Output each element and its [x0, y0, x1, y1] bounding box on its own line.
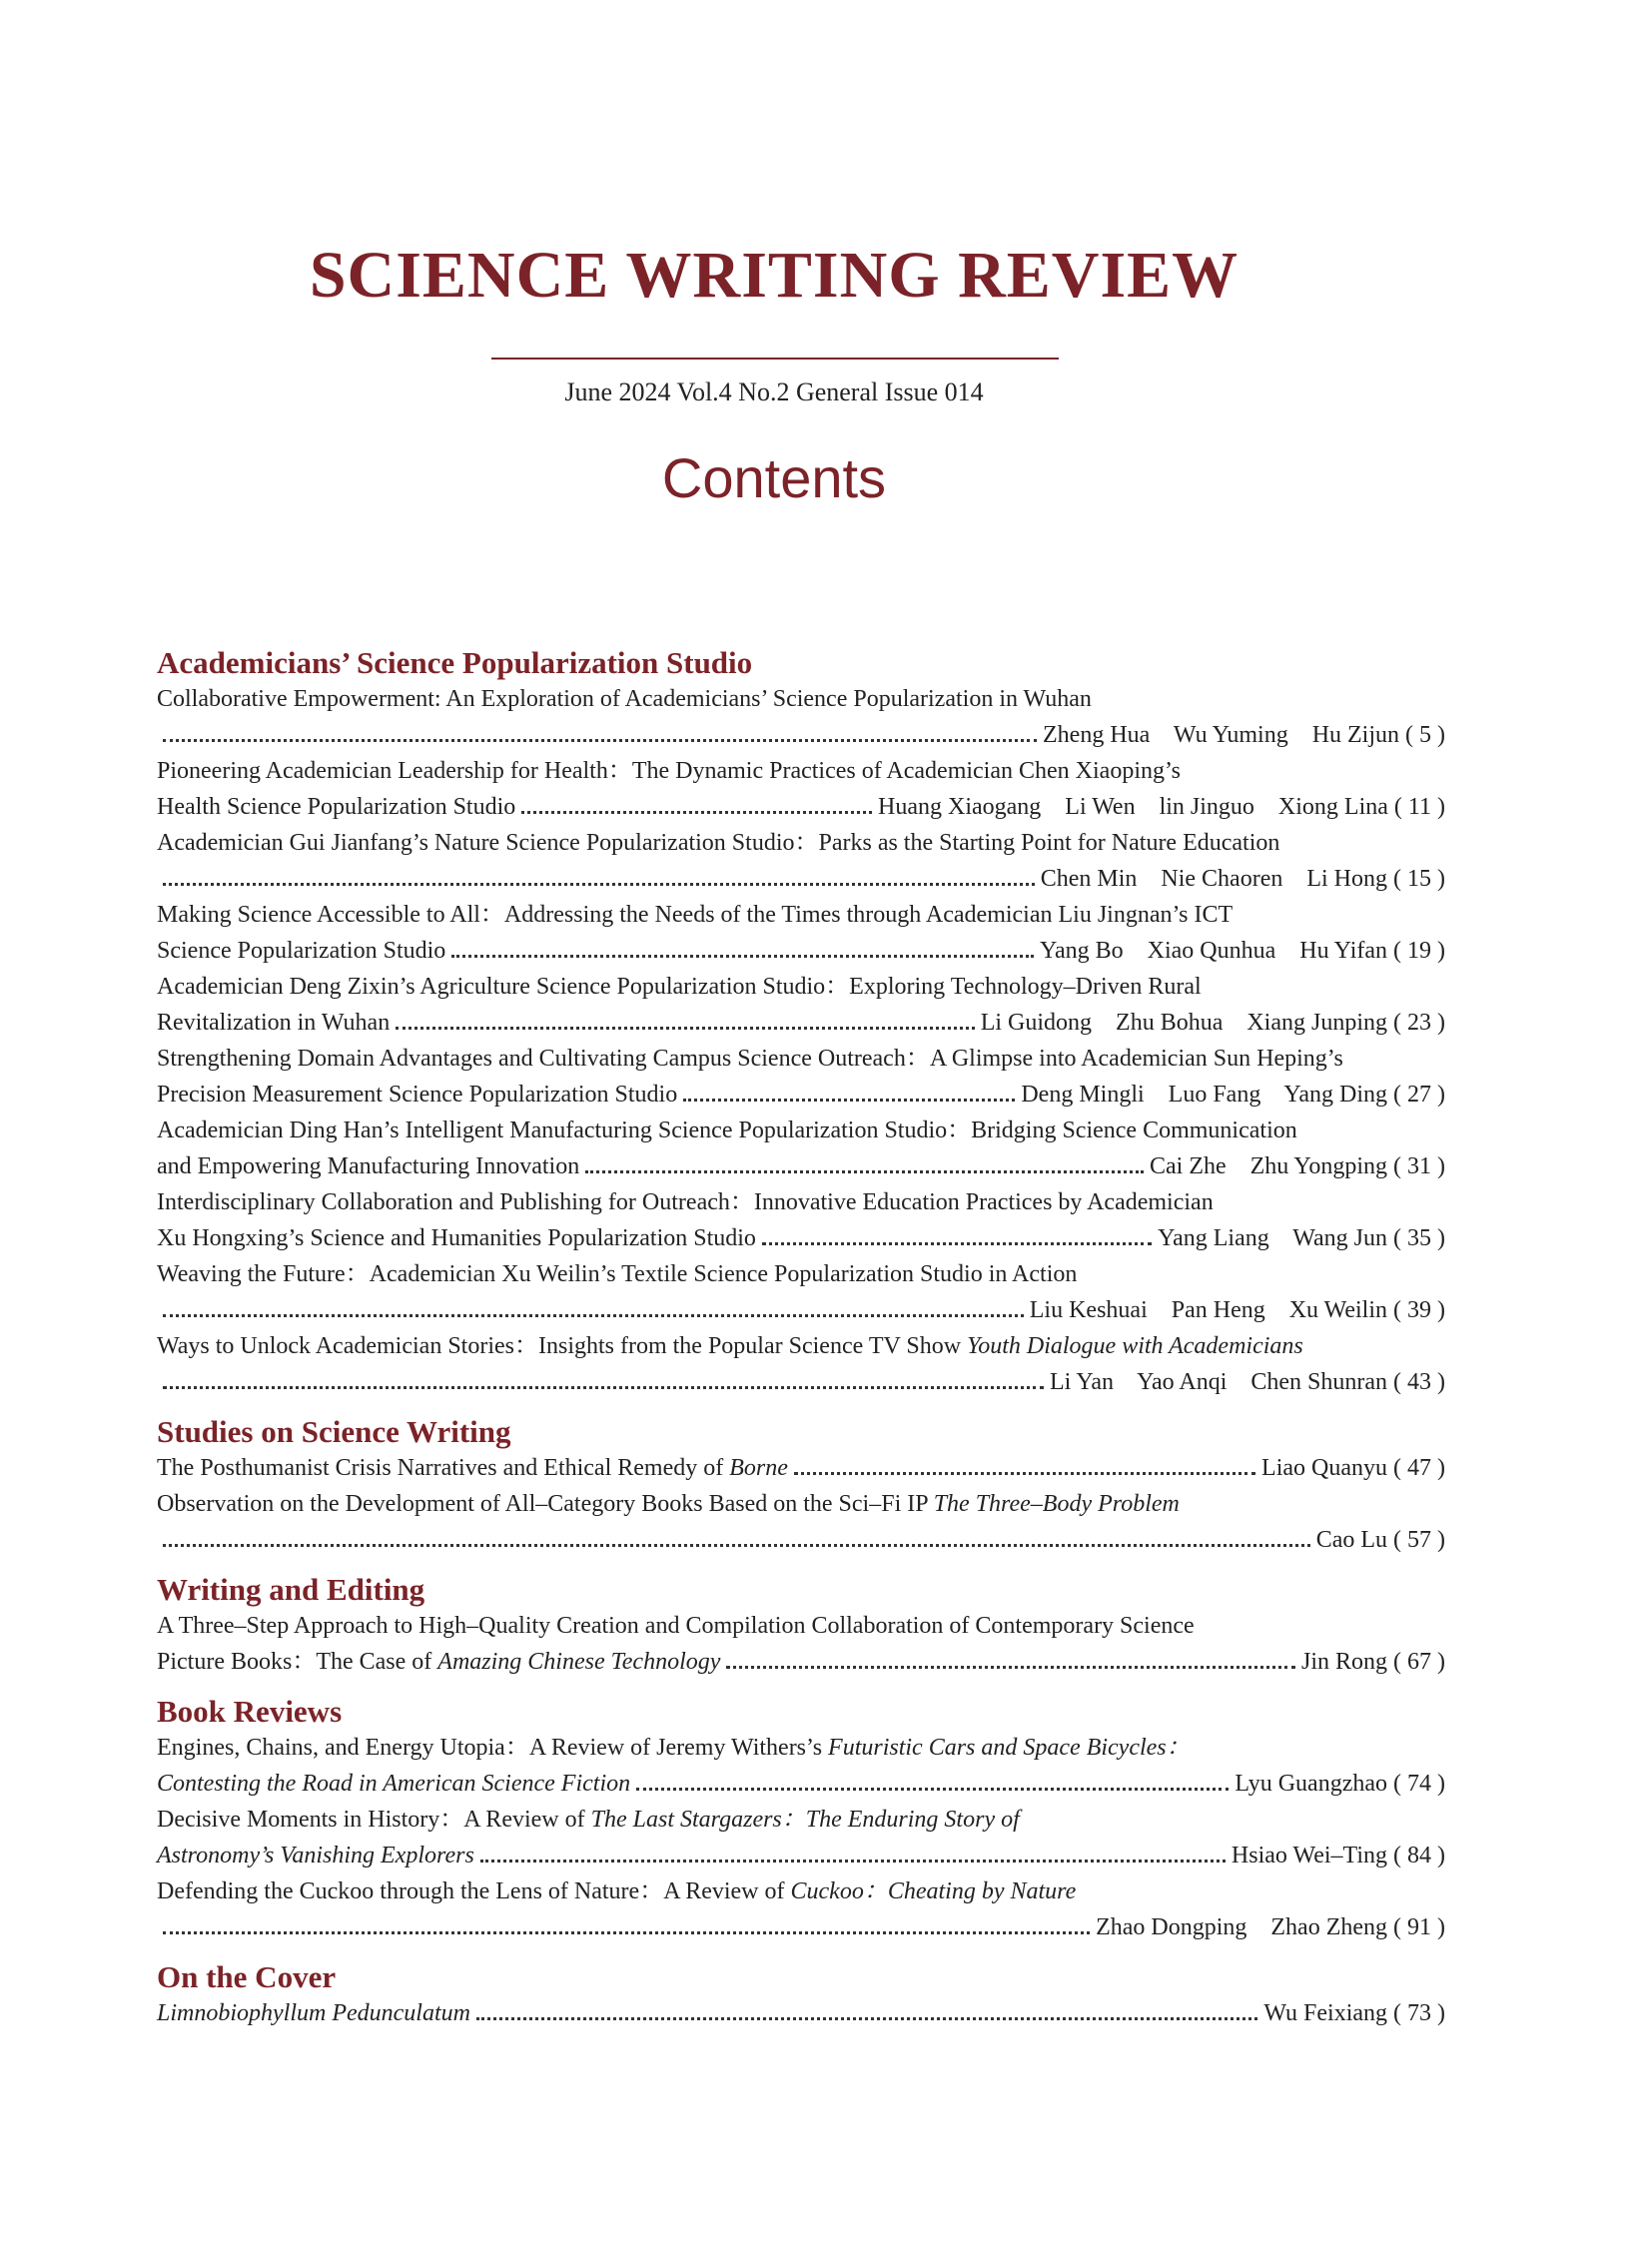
entry-page-number: ( 11 ) [1387, 794, 1445, 820]
entry-title-text: The Three–Body Problem [933, 1491, 1180, 1517]
entry-title-line [157, 1184, 1445, 1220]
section-heading: Writing and Editing [157, 1572, 425, 1607]
toc-entry[interactable] [157, 1995, 1445, 2031]
entry-authors: Wu Feixiang [1263, 2000, 1388, 2026]
entry-title-text: Astronomy’s Vanishing Explorers [157, 1843, 474, 1868]
entry-title-line [157, 1486, 1445, 1522]
toc-entry[interactable] [157, 753, 1445, 825]
entry-title-continued [157, 1005, 390, 1041]
entry-title-line [157, 681, 1445, 717]
toc-entry[interactable] [157, 1256, 1445, 1328]
entry-page-number: ( 35 ) [1387, 1225, 1445, 1251]
journal-title: SCIENCE WRITING REVIEW [309, 239, 1239, 312]
dot-leader [163, 739, 1037, 742]
entry-authors: Jin Rong [1301, 1649, 1388, 1675]
entry-author-line [157, 1292, 1445, 1328]
entry-title-continued [157, 1220, 756, 1256]
entry-title-text: and Empowering Manufacturing Innovation [157, 1153, 580, 1179]
entry-author-line [157, 1766, 1445, 1802]
toc-entry[interactable] [157, 1608, 1445, 1680]
entry-title-text: Defending the Cuckoo through the Lens of Nature：A Review of [157, 1878, 791, 1904]
dot-leader [396, 1027, 975, 1030]
entry-author-line [157, 1909, 1445, 1945]
entry-title-text: Contesting the Road in American Science Fiction [157, 1771, 631, 1797]
entry-page-number: ( 31 ) [1387, 1153, 1445, 1179]
entry-title-text: Academician Deng Zixin’s Agriculture Science Popularization Studio：Exploring Technology–Driven Rural [157, 974, 1202, 1000]
toc-entry[interactable] [157, 1873, 1445, 1945]
entry-title-continued [157, 1838, 474, 1873]
entry-page-number: ( 84 ) [1387, 1843, 1445, 1868]
entry-author-line [157, 933, 1445, 969]
dot-leader [163, 1314, 1024, 1317]
entry-title-continued [157, 1644, 720, 1680]
entry-title-continued [157, 1995, 470, 2031]
entry-title-text: Strengthening Domain Advantages and Cultivating Campus Science Outreach：A Glimpse into Academician Sun Heping’s [157, 1046, 1343, 1072]
entry-page-number: ( 67 ) [1387, 1649, 1445, 1675]
entry-page-number: ( 19 ) [1387, 938, 1445, 964]
toc-entry[interactable] [157, 1041, 1445, 1113]
entry-title-continued [157, 1077, 677, 1113]
entry-title-text: Decisive Moments in History：A Review of [157, 1807, 591, 1833]
entry-page-number: ( 23 ) [1387, 1010, 1445, 1036]
entry-title-text: Interdisciplinary Collaboration and Publishing for Outreach：Innovative Education Practices by Academician [157, 1189, 1214, 1215]
entry-title-line [157, 753, 1445, 789]
entry-author-line [157, 789, 1445, 825]
dot-leader [163, 1544, 1310, 1547]
toc-section [157, 1694, 1445, 1945]
entry-title-text: The Posthumanist Crisis Narratives and Ethical Remedy of [157, 1455, 730, 1481]
dot-leader [476, 2017, 1257, 2020]
issue-info: June 2024 Vol.4 No.2 General Issue 014 [564, 377, 984, 406]
entry-page-number: ( 15 ) [1387, 866, 1445, 892]
entry-title-line [157, 825, 1445, 861]
toc-section [157, 1959, 1445, 2031]
entry-author-line [157, 1364, 1445, 1400]
toc-entry[interactable] [157, 681, 1445, 753]
entry-title-text: Borne [729, 1455, 788, 1481]
entry-author-line [157, 1220, 1445, 1256]
entry-title-continued [157, 789, 515, 825]
entry-page-number: ( 43 ) [1387, 1369, 1445, 1395]
section-heading: Book Reviews [157, 1694, 343, 1729]
entry-title-text: Engines, Chains, and Energy Utopia：A Review of Jeremy Withers’s [157, 1735, 829, 1761]
entry-title-text: The Last Stargazers：The Enduring Story of [590, 1807, 1020, 1833]
entry-author-line [157, 861, 1445, 897]
toc-entry[interactable] [157, 1802, 1445, 1873]
entry-title-text: Futuristic Cars and Space Bicycles： [828, 1735, 1191, 1761]
entry-title-line [157, 1608, 1445, 1644]
entry-title-line [157, 1256, 1445, 1292]
entry-title-line [157, 1041, 1445, 1077]
dot-leader [762, 1242, 1152, 1245]
entry-title-text: Limnobiophyllum Pedunculatum [157, 2000, 470, 2026]
entry-title-line [157, 1730, 1445, 1766]
entry-title-text: Making Science Accessible to All：Addressing the Needs of the Times through Academician Liu Jingnan’s ICT [157, 902, 1234, 928]
entry-title-line [157, 1113, 1445, 1148]
entry-authors: Cao Lu [1315, 1527, 1388, 1553]
entry-authors: Deng Mingli Luo Fang Yang Ding [1021, 1082, 1388, 1108]
entry-title-text: Observation on the Development of All–Category Books Based on the Sci–Fi IP [157, 1491, 934, 1517]
entry-page-number: ( 74 ) [1387, 1771, 1445, 1797]
dot-leader [451, 955, 1034, 958]
entry-author-line [157, 1077, 1445, 1113]
entry-title-text: Picture Books：The Case of [157, 1649, 438, 1675]
entry-title-line [157, 1802, 1445, 1838]
entry-author-line [157, 1148, 1445, 1184]
toc-entry[interactable] [157, 897, 1445, 969]
toc-entry[interactable] [157, 969, 1445, 1041]
entry-title-continued [157, 933, 445, 969]
entry-title-text: Health Science Popularization Studio [157, 794, 516, 820]
section-heading: Academicians’ Science Popularization Studio [157, 645, 753, 680]
entry-authors: Zheng Hua Wu Yuming Hu Zijun [1043, 722, 1400, 748]
table-of-contents [157, 645, 1445, 2045]
entry-page-number: ( 57 ) [1387, 1527, 1445, 1553]
entry-authors: Li Guidong Zhu Bohua Xiang Junping [980, 1010, 1388, 1036]
dot-leader [585, 1170, 1144, 1173]
dot-leader [163, 1931, 1090, 1934]
entry-title-text: Amazing Chinese Technology [437, 1649, 721, 1675]
contents-heading: Contents [661, 446, 887, 509]
dot-leader [794, 1472, 1255, 1475]
entry-title-text: Cuckoo：Cheating by Nature [790, 1878, 1077, 1904]
entry-title-text: Academician Ding Han’s Intelligent Manufacturing Science Popularization Studio：Bridging Science Communication [157, 1118, 1297, 1143]
entry-authors: Li Yan Yao Anqi Chen Shunran [1049, 1369, 1388, 1395]
entry-title-text: Weaving the Future：Academician Xu Weilin’s Textile Science Popularization Studio in Action [157, 1261, 1078, 1287]
entry-title-text: Youth Dialogue with Academicians [967, 1333, 1303, 1359]
entry-page-number: ( 39 ) [1387, 1297, 1445, 1323]
section-heading: On the Cover [157, 1959, 337, 1994]
dot-leader [521, 811, 872, 814]
entry-title-line [157, 897, 1445, 933]
section-heading: Studies on Science Writing [157, 1414, 511, 1449]
entry-title-text: Precision Measurement Science Popularization Studio [157, 1082, 678, 1108]
entry-title-text: Ways to Unlock Academician Stories：Insights from the Popular Science TV Show [157, 1333, 968, 1359]
toc-section [157, 645, 1445, 1400]
entry-author-line [157, 1644, 1445, 1680]
entry-title-line [157, 969, 1445, 1005]
title-divider [491, 358, 1059, 360]
toc-entry[interactable] [157, 1113, 1445, 1184]
dot-leader [683, 1099, 1015, 1102]
entry-authors: Yang Liang Wang Jun [1158, 1225, 1388, 1251]
entry-authors: Chen Min Nie Chaoren Li Hong [1040, 866, 1388, 892]
entry-title-continued [157, 1450, 788, 1486]
entry-author-line [157, 1005, 1445, 1041]
entry-title-text: A Three–Step Approach to High–Quality Creation and Compilation Collaboration of Contemporary Science [157, 1613, 1195, 1639]
dot-leader [480, 1860, 1226, 1863]
entry-authors: Liu Keshuai Pan Heng Xu Weilin [1029, 1297, 1388, 1323]
entry-title-continued [157, 1148, 579, 1184]
toc-entry[interactable] [157, 1730, 1445, 1802]
entry-page-number: ( 73 ) [1387, 2000, 1445, 2026]
entry-authors: Huang Xiaogang Li Wen lin Jinguo Xiong Lina [878, 794, 1388, 820]
entry-title-text: Collaborative Empowerment: An Exploration of Academicians’ Science Popularization in Wuhan [157, 686, 1092, 712]
entry-authors: Hsiao Wei–Ting [1231, 1843, 1388, 1868]
entry-title-text: Xu Hongxing’s Science and Humanities Popularization Studio [157, 1225, 756, 1251]
entry-title-text: Academician Gui Jianfang’s Nature Science Popularization Studio：Parks as the Starting Point for Nature Education [157, 830, 1280, 856]
entry-page-number: ( 5 ) [1399, 722, 1445, 748]
entry-authors: Lyu Guangzhao [1235, 1771, 1388, 1797]
entry-authors: Zhao Dongping Zhao Zheng [1096, 1914, 1388, 1940]
entry-title-text: Pioneering Academician Leadership for Health：The Dynamic Practices of Academician Chen Xiaoping’s [157, 758, 1181, 784]
toc-entry[interactable] [157, 1450, 1445, 1486]
entry-authors: Cai Zhe Zhu Yongping [1150, 1153, 1388, 1179]
toc-entry[interactable] [157, 1184, 1445, 1256]
toc-entry[interactable] [157, 1486, 1445, 1558]
toc-entry[interactable] [157, 825, 1445, 897]
toc-section [157, 1572, 1445, 1680]
toc-section [157, 1414, 1445, 1558]
dot-leader [726, 1666, 1295, 1669]
entry-author-line [157, 717, 1445, 753]
entry-page-number: ( 47 ) [1387, 1455, 1445, 1481]
dot-leader [163, 1386, 1044, 1389]
entry-author-line [157, 1450, 1445, 1486]
entry-title-continued [157, 1766, 630, 1802]
entry-title-text: Science Popularization Studio [157, 938, 446, 964]
dot-leader [636, 1788, 1229, 1791]
entry-title-line [157, 1328, 1445, 1364]
toc-entry[interactable] [157, 1328, 1445, 1400]
entry-page-number: ( 91 ) [1387, 1914, 1445, 1940]
dot-leader [163, 883, 1035, 886]
entry-authors: Yang Bo Xiao Qunhua Hu Yifan [1040, 938, 1388, 964]
entry-title-line [157, 1873, 1445, 1909]
entry-title-text: Revitalization in Wuhan [157, 1010, 391, 1036]
entry-page-number: ( 27 ) [1387, 1082, 1445, 1108]
entry-author-line [157, 1522, 1445, 1558]
entry-author-line [157, 1995, 1445, 2031]
entry-author-line [157, 1838, 1445, 1873]
entry-authors: Liao Quanyu [1261, 1455, 1388, 1481]
